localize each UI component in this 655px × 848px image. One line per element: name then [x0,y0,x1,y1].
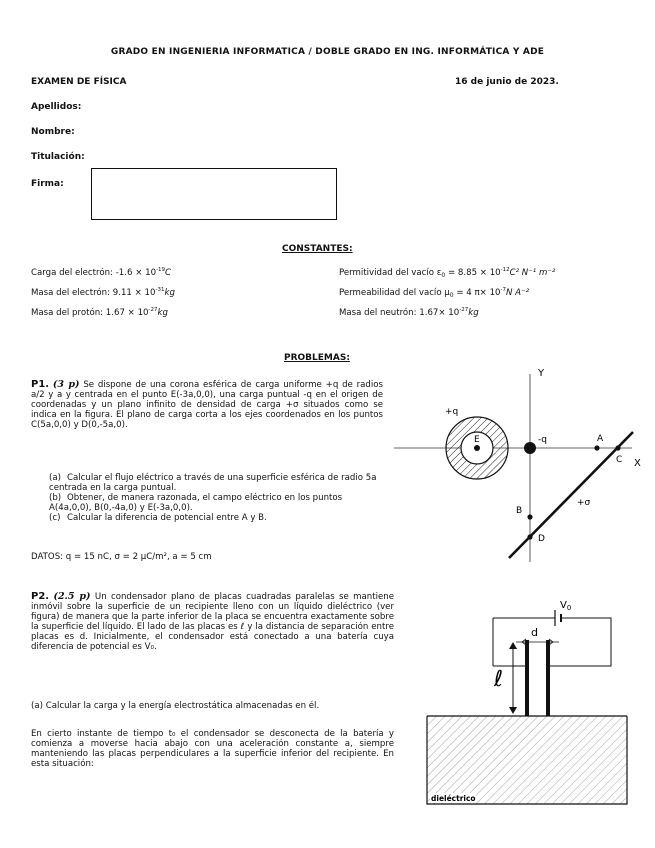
point-charge [524,442,536,454]
point-b-label: B [516,506,523,516]
point-e-label: E [474,435,480,445]
x-axis-label: X [634,458,641,469]
height-arrow-top [509,642,517,649]
p2-figure [418,590,638,812]
p1-question-c: (c) Calcular la diferencia de potencial entre A y B. [49,513,267,523]
dielectric-liquid [427,716,627,804]
titulacion-label: Titulación: [31,152,85,162]
exam-date: 16 de junio de 2023. [455,77,559,87]
constant-neutron-mass: Masa del neutrón: $1.67\times 10^{-27}kg$ [339,307,479,318]
point-a-label: A [597,434,604,444]
p1-questions [49,473,383,523]
y-axis-label: Y [538,368,545,379]
battery-voltage-label: $V_0$ [560,600,572,612]
constant-permeability: Permeabilidad del vacío $\mu_0 = 4$ $\pi\times 10^{-7}N$ A⁻² [339,287,530,299]
point-charge-label: -q [538,435,547,445]
constant-electron-charge: Carga del electrón: $-1.6 \times 10^{-19}C$ [31,267,172,278]
exam-title: GRADO EN INGENIERIA INFORMATICA / DOBLE GRADO EN ING. INFORMÁTICA Y ADE [110,47,545,57]
height-arrow-bottom [509,707,517,714]
constant-permittivity: Permitividad del vacío $\varepsilon_0 = 8.85 \times 10^{-12}C^2$ N⁻¹ m⁻² [339,267,556,279]
apellidos-label: Apellidos: [31,102,82,112]
p1-figure [388,362,650,568]
p2-statement: P2. (2.5 p) Un condensador plano de placas cuadradas paralelas se mantiene inmóvil sobre la superficie de un recipiente lleno con un líquido dieléctrico (ver figura) de manera que la parte inferior de la placa se encuentra exactamente sobre la superficie del líquido. El lado de las placas es ℓ y la distancia de separación entre placas es d. Inicialmente, el condensador está conectado a una batería cuya diferencia de potencial es V₀. [31,591,395,652]
shell-charge-label: +q [445,407,459,417]
point-e [474,445,480,451]
p1-question-b: (b) Obtener, de manera razonada, el campo eléctrico en los puntos A(4a,0,0), B(0,-4a,0) y E(-3a,0,0). [49,493,343,513]
gap-label: d [531,626,538,639]
p1-question-a: (a) Calcular el flujo eléctrico a través de una superficie esférica de radio 5a centrada en la carga puntual. [49,473,377,493]
point-c-label: C [616,455,623,465]
point-c [615,445,620,450]
dielectric-label: dieléctrico [431,794,476,803]
plane-charge-label: +σ [577,498,591,508]
p2-question-a: (a) Calcular la carga y la energía electrostática almacenadas en él. [31,701,320,711]
problems-heading: PROBLEMAS: [284,353,350,363]
right-plate [546,640,550,716]
constant-electron-mass: Masa del electrón: $9.11 \times 10^{-31}kg$ [31,287,175,298]
p2-continuation: En cierto instante de tiempo t₀ el condensador se desconecta de la batería y comienza a moverse hacia abajo con una aceleración constante a, siempre manteniendo las placas perpendiculares a la superficie inferior del recipiente. En esta situación: [31,729,394,769]
constants-heading: CONSTANTES: [282,244,353,254]
exam-name: EXAMEN DE FÍSICA [31,77,127,87]
point-b [527,514,532,519]
nombre-label: Nombre: [31,127,75,137]
point-d-label: D [538,534,545,544]
constant-proton-mass: Masa del protón: $1.67 \times 10^{-27}kg$ [31,307,168,318]
point-a [594,445,599,450]
p1-data: DATOS: q = 15 nC, σ = 2 μC/m², a = 5 cm [31,552,212,562]
left-plate [525,640,529,716]
signature-box[interactable] [91,168,337,220]
firma-label: Firma: [31,179,64,189]
point-d [527,534,532,539]
p1-statement: P1. (3 p) Se dispone de una corona esférica de carga uniforme +q de radios a/2 y a y centrada en el punto E(-3a,0,0), una carga puntual -q en el origen de coordenadas y un plano infinito de densidad de carga +σ situados como se indica en la figura. El plano de carga corta a los ejes coordenados en los puntos C(5a,0,0) y D(0,-5a,0). [31,379,383,430]
height-label: ℓ [494,667,504,692]
